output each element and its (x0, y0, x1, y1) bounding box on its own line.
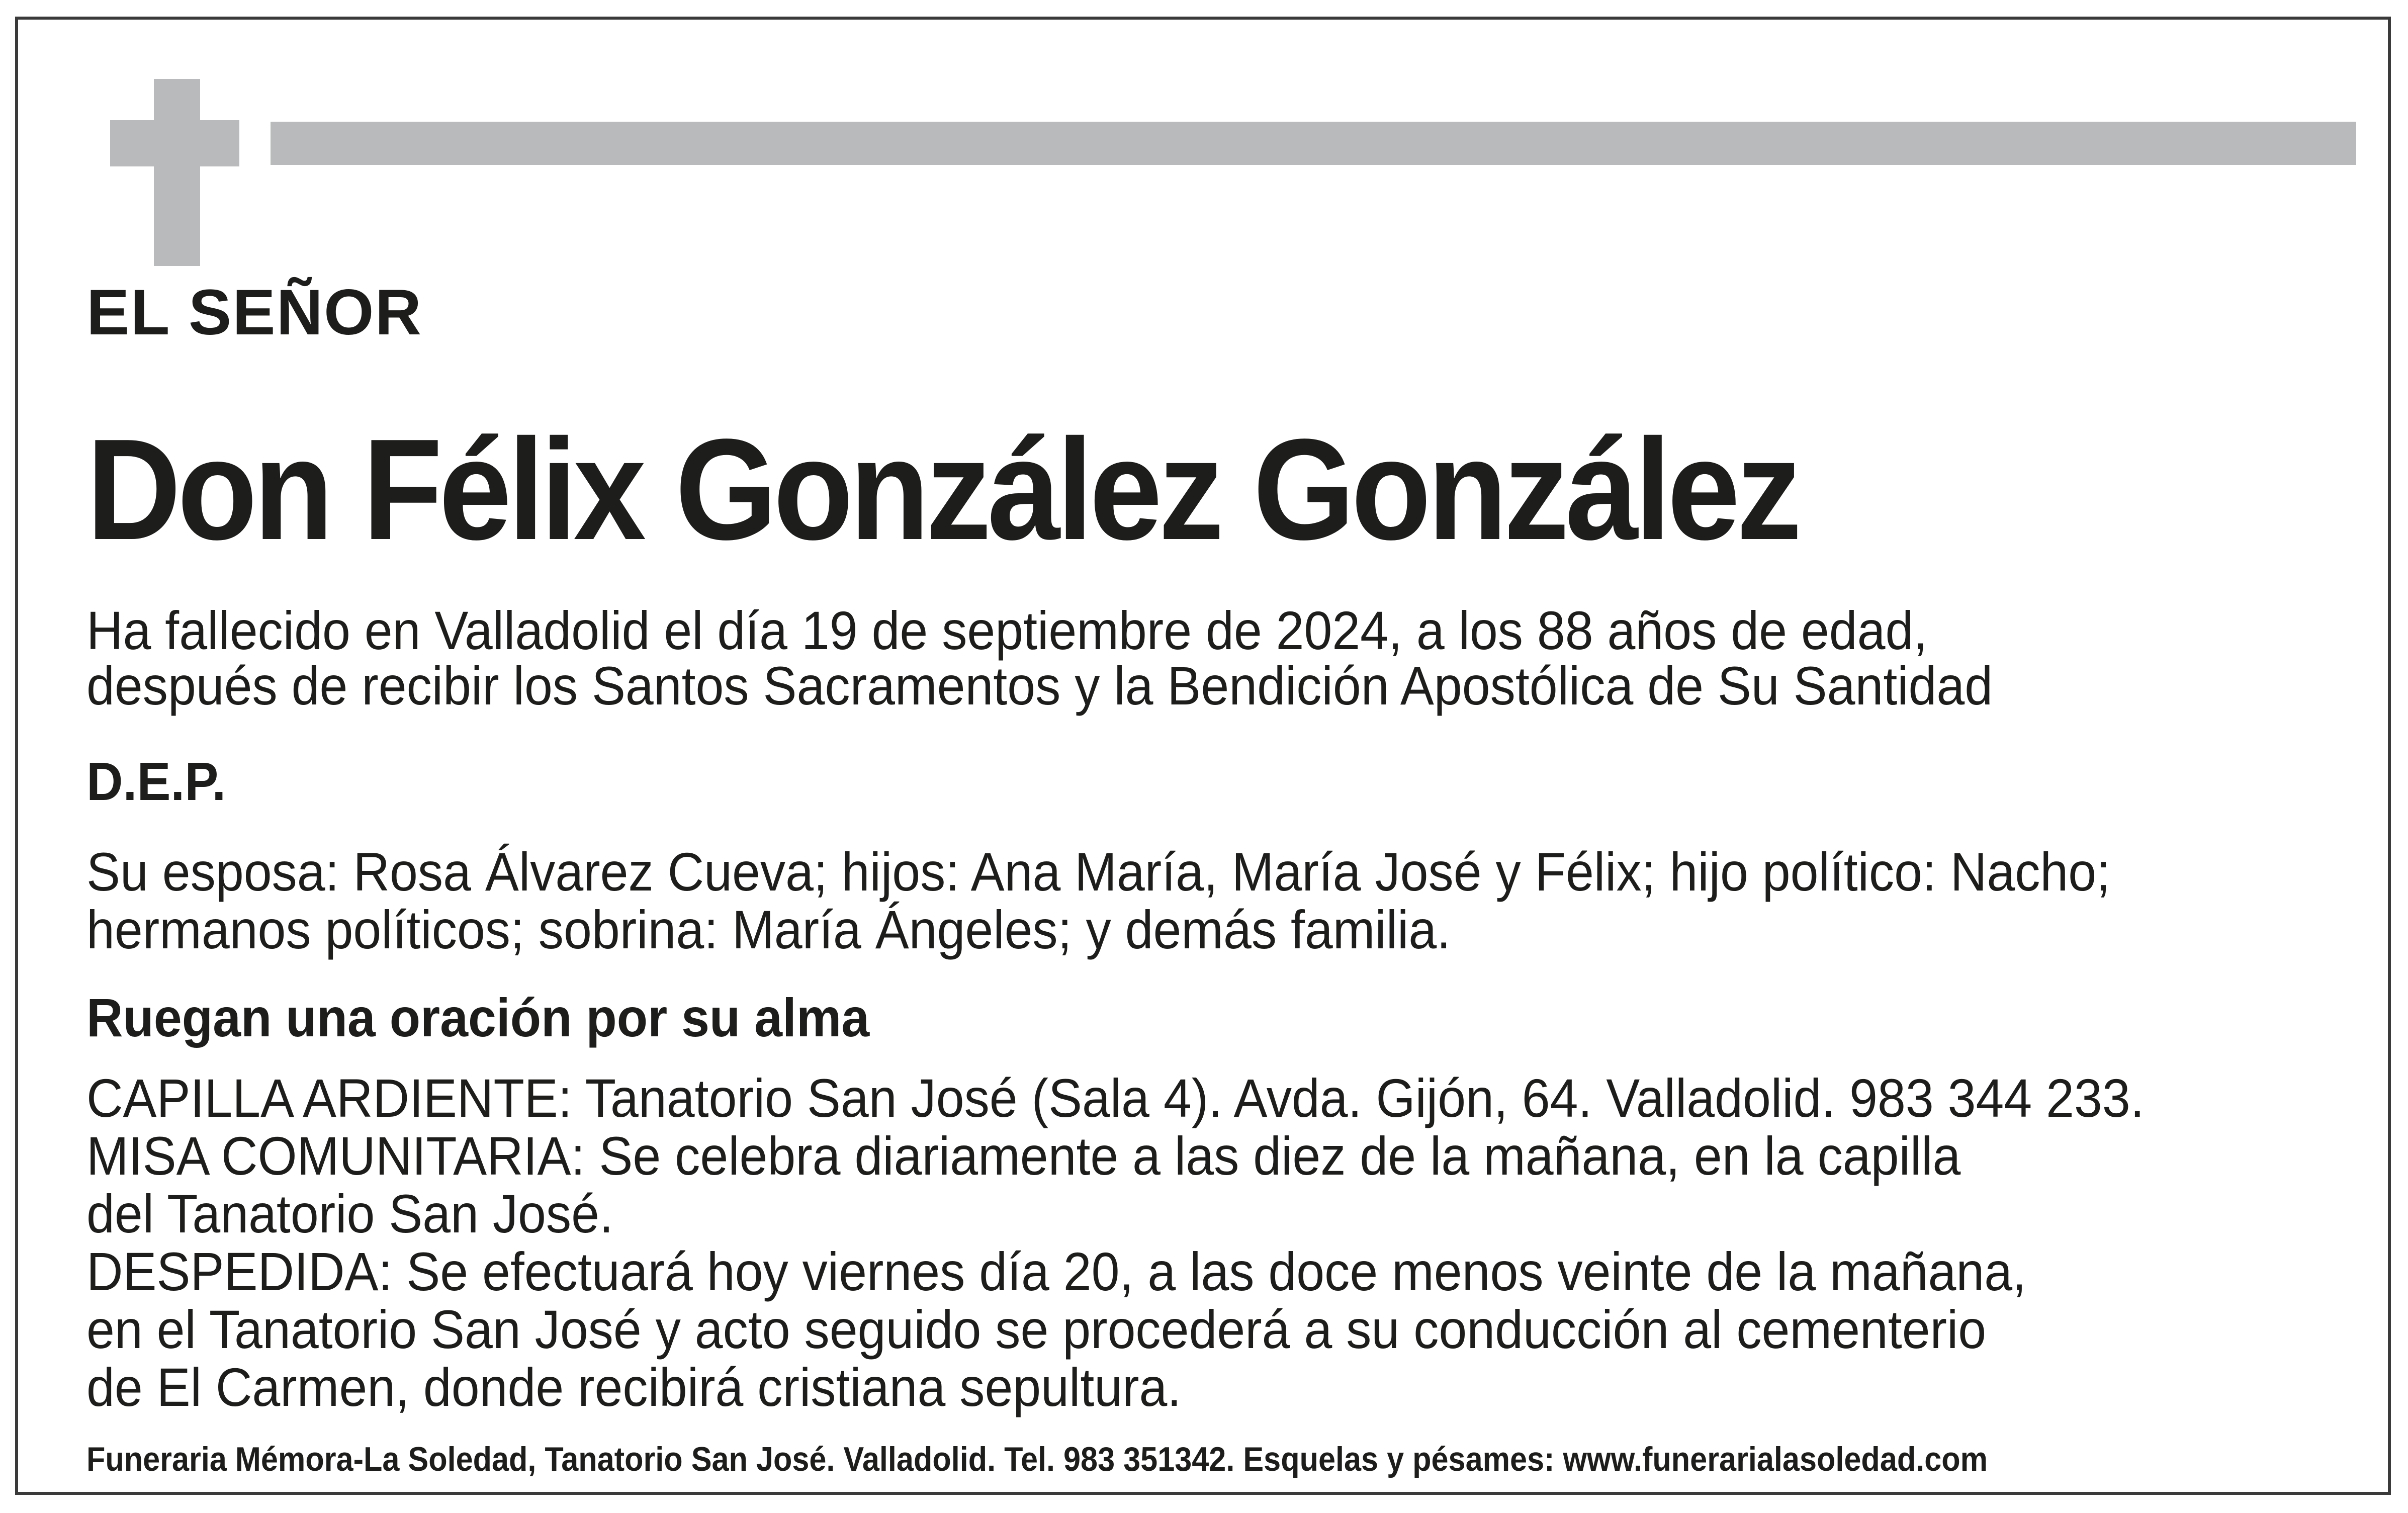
service-line-2: MISA COMUNITARIA: Se celebra diariamente a las diez de la mañana, en la capilla (86, 1125, 1961, 1186)
family-line-2: hermanos políticos; sobrina: María Ángeles; y demás familia. (86, 899, 1451, 960)
service-line-4: DESPEDIDA: Se efectuará hoy viernes día 20, a las doce menos veinte de la mañana, (86, 1241, 2026, 1302)
family-line-1: Su esposa: Rosa Álvarez Cueva; hijos: Ana María, María José y Félix; hijo político: Nacho; (86, 841, 2111, 902)
service-line-5: en el Tanatorio San José y acto seguido se procederá a su conducción al cementerio (86, 1299, 1987, 1360)
prayer-request: Ruegan una oración por su alma (86, 987, 870, 1048)
cross-icon-arm (110, 120, 239, 166)
cross-icon (154, 79, 200, 266)
service-line-6: de El Carmen, donde recibirá cristiana sepultura. (86, 1357, 1182, 1417)
deceased-name: Don Félix González González (86, 409, 1799, 570)
service-line-1: CAPILLA ARDIENTE: Tanatorio San José (Sala 4). Avda. Gijón, 64. Valladolid. 983 344 233. (86, 1067, 2145, 1128)
death-line-2: después de recibir los Santos Sacramentos y la Bendición Apostólica de Su Santidad (86, 655, 1993, 716)
salutation: EL SEÑOR (86, 277, 422, 348)
header-bar (271, 122, 2356, 165)
rip-text: D.E.P. (86, 751, 226, 812)
service-line-3: del Tanatorio San José. (86, 1183, 613, 1244)
death-line-1: Ha fallecido en Valladolid el día 19 de septiembre de 2024, a los 88 años de edad, (86, 600, 1928, 661)
funeral-home-footer: Funeraria Mémora-La Soledad, Tanatorio San José. Valladolid. Tel. 983 351342. Esquelas y pésames: www.funerarialasoledad.com (86, 1440, 1988, 1478)
